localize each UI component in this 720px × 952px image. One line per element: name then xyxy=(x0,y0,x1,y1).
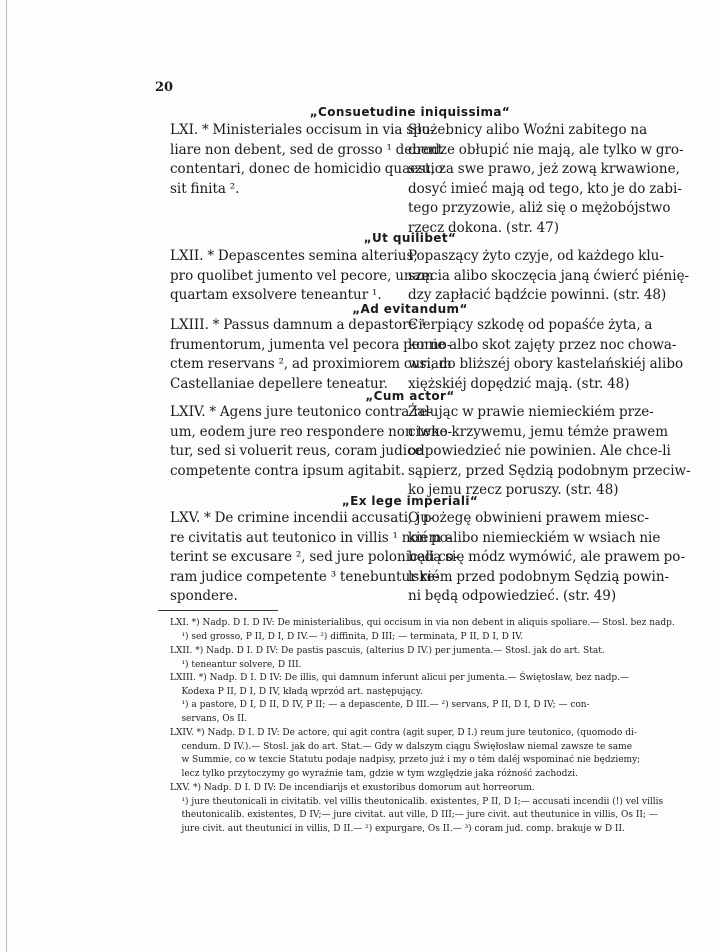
section-heading: „Ex lege imperiali“ xyxy=(341,494,479,508)
latin-text: LXV. * De crimine incendii accusati, ju- re civitatis aut teutonico in villis ¹ non po- terint se excusare ², sed jure polonicali co- ram judice competente ³ tenebuntur re- spondere. xyxy=(170,510,459,605)
latin-text: LXIV. * Agens jure teutonico contra re- um, eodem jure reo respondere non tene- tur, sed si voluerit reus, coram judice competente contra ipsum agitabit. xyxy=(170,404,453,479)
polish-text: O pożegę obwinieni prawem miesc- kiém alibo niemieckiém w wsiach nie będą się módz wymówić, ale prawem po- lskiém przed podobnym Sędzią powin- ni będą odpowiedzieć. (str. 49) xyxy=(408,510,685,605)
latin-text: LXIII. * Passus damnum a depastore ¹ frumentorum, jumenta vel pecora per no- ctem reservans ², ad proximiorem curiam Castellaniae depellere teneatur. xyxy=(170,317,452,392)
page-edge xyxy=(6,0,7,952)
polish-text: Cierpiący szkodę od popaśće żyta, a konie albo skot zajęty przez noc chowa- wsi, do bliższéj obory kastelańskiéj alibo xiężskiéj dopędzić mają. (str. 48) xyxy=(408,317,684,392)
latin-text: LXI. * Ministeriales occisum in via spo- liare non debent, sed de grosso ¹ debent contentari, donec de homicidio quaestio sit finita ². xyxy=(170,122,444,197)
section-heading: „Ad evitandum“ xyxy=(352,302,468,316)
footnote: LXV. *) Nadp. D I. D IV: De incendiarijs et exustoribus domorum aut horreorum. ¹) jure theutonicali in civitatib. vel villis theutonicalib. existentes, P II, D I;— accusati incendii (!) vel villis theutonicalib. existentes, D IV;— jure civitat. aut ville, D III;— jure civit. aut theutunice in villis, Os II; — jure civit. aut theutunici in villis, D II.— ²) expurgare, Os II.— ³) coram jud. comp. brakuje w D II. xyxy=(170,783,664,834)
latin-text: LXII. * Depascentes semina alterius, pro quolibet jumento vel pecore, unam quartam exsolvere teneantur ¹. xyxy=(170,248,434,304)
section-heading: „Cum actor“ xyxy=(365,389,455,403)
footnote: LXI. *) Nadp. D I. D IV: De ministerialibus, qui occisum in via non debent in aliquis spoliare.— Stosl. bez nadp. ¹) sed grosso, P II, D I, D IV.— ²) diffinita, D III; — terminata, P II, D I, D IV. xyxy=(170,618,675,642)
polish-text: Żałując w prawie niemieckiém prze- ciwko krzywemu, jemu témże prawem odpowiedzieć nie powinien. Ale chce-li sąpierz, przed Sędzią podobnym przeciw- ko jemu rzecz poruszy. (str. 48) xyxy=(408,404,691,499)
footnote-divider xyxy=(158,610,278,611)
page-number: 20 xyxy=(155,80,174,95)
footnote: LXIII. *) Nadp. D I. D IV: De illis, qui damnum inferunt alicui per jumenta.— Świętosław, bez nadp.— Kodexa P II, D I, D IV, kładą wprzód art. następujący. ¹) a pastore, D I, D II, D IV, P II; — a depascente, D III.— ²) servans, P II, D I, D IV; — con- servans, Os II. xyxy=(170,673,630,724)
polish-text: Służebnicy alibo Woźni zabitego na drodze obłupić nie mają, ale tylko w gro- szu, za swe prawo, jeż zową krwawione, dosyć imieć mają od tego, kto je do zabi- tego przyzowie, aliż się o mężobójstwo rzecz dokona. (str. 47) xyxy=(408,122,684,236)
section-heading: „Ut quilibet“ xyxy=(363,231,457,245)
footnote: LXIV. *) Nadp. D I. D IV: De actore, qui agit contra (agit super, D I.) reum jure teutonico, (quomodo di- cendum. D IV.).— Stosl. jak do art. Stat.— Gdy w dalszym ciągu Święłosław niemal zawsze te same w Summie, co w texcie Statutu podaje nadpisy, przeto już i my o tém daléj wspominać nie będziemy; lecz tylko przytoczymy go wyraźnie tam, gdzie w tym względzie jaka różność zachodzi. xyxy=(170,728,641,779)
polish-text: Popaszący żyto czyje, od każdego klu- szęcia alibo skoczęcia janą ćwierć piénię- dzy zapłacić bądźcie powinni. (str. 48) xyxy=(408,248,690,304)
section-heading: „Consuetudine iniquissima“ xyxy=(309,105,511,119)
footnote: LXII. *) Nadp. D I. D IV: De pastis pascuis, (alterius D IV.) per jumenta.— Stosl. jak do art. Stat. ¹) teneantur solvere, D III. xyxy=(170,646,605,670)
